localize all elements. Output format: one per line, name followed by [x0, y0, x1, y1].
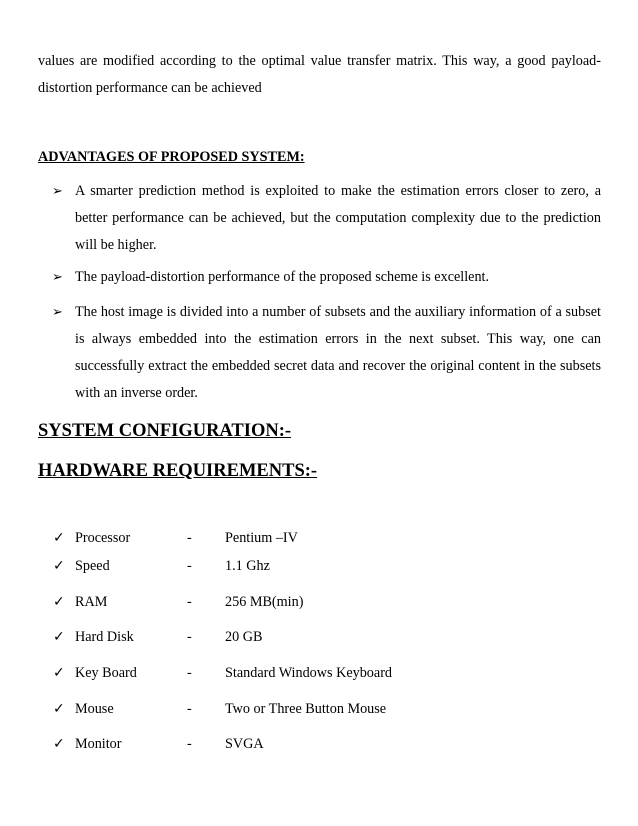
hardware-value: Two or Three Button Mouse [225, 701, 387, 717]
hardware-value: 256 MB(min) [225, 594, 304, 610]
check-icon: ✓ [53, 665, 65, 681]
hardware-name: Processor [75, 530, 131, 546]
hardware-row-hard-disk [53, 626, 613, 648]
check-icon: ✓ [53, 736, 65, 752]
hardware-row-monitor [53, 733, 613, 755]
separator-dash: - [187, 665, 192, 681]
advantage-text: A smarter prediction method is exploited to make the estimation errors closer to zero, a better performance can be achieved, but the computation complexity due to the prediction will be higher. [75, 183, 601, 253]
hardware-row-processor [53, 527, 613, 549]
advantage-text: The host image is divided into a number of subsets and the auxiliary information of a subset is always embedded into the estimation errors in the next subset. This way, one can successfully extract the embedded secret data and recover the original content in the subsets with an inverse order. [75, 304, 601, 401]
hardware-name: Speed [75, 558, 110, 574]
arrow-bullet-icon: ➢ [52, 184, 63, 199]
hardware-value: SVGA [225, 736, 264, 752]
check-icon: ✓ [53, 594, 65, 610]
separator-dash: - [187, 594, 192, 610]
hardware-requirements-heading: HARDWARE REQUIREMENTS:- [38, 461, 318, 481]
hardware-row-ram [53, 591, 613, 613]
hardware-row-key-board [53, 662, 613, 684]
hardware-name: RAM [75, 594, 108, 610]
hardware-value: Standard Windows Keyboard [225, 665, 393, 681]
hardware-value: Pentium –IV [225, 530, 298, 546]
hardware-value: 20 GB [225, 629, 263, 645]
hardware-name: Hard Disk [75, 629, 134, 645]
separator-dash: - [187, 558, 192, 574]
separator-dash: - [187, 530, 192, 546]
system-configuration-heading: SYSTEM CONFIGURATION:- [38, 421, 292, 441]
separator-dash: - [187, 701, 192, 717]
hardware-value: 1.1 Ghz [225, 558, 270, 574]
hardware-row-speed [53, 555, 613, 577]
hardware-name: Mouse [75, 701, 114, 717]
separator-dash: - [187, 629, 192, 645]
intro-paragraph: values are modified according to the optimal value transfer matrix. This way, a good payload-distortion performance can be achieved [38, 53, 601, 96]
advantages-heading: ADVANTAGES OF PROPOSED SYSTEM: [38, 149, 305, 165]
advantage-item [52, 264, 601, 291]
hardware-name: Monitor [75, 736, 122, 752]
hardware-name: Key Board [75, 665, 137, 681]
arrow-bullet-icon: ➢ [52, 305, 63, 320]
advantage-item [52, 178, 601, 259]
hardware-row-mouse [53, 698, 613, 720]
check-icon: ✓ [53, 530, 65, 546]
advantage-text: The payload-distortion performance of the proposed scheme is excellent. [75, 269, 490, 285]
separator-dash: - [187, 736, 192, 752]
check-icon: ✓ [53, 558, 65, 574]
check-icon: ✓ [53, 629, 65, 645]
check-icon: ✓ [53, 701, 65, 717]
advantage-item [52, 299, 601, 407]
arrow-bullet-icon: ➢ [52, 270, 63, 285]
